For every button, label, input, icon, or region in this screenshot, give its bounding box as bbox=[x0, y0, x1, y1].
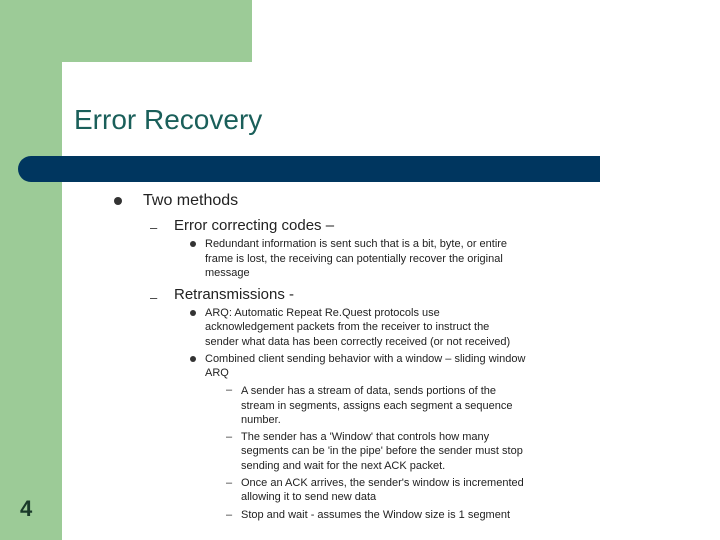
text-arq-1: ARQ: Automatic Repeat Re.Quest protocols use bbox=[205, 307, 440, 319]
text-ack-2: allowing it to send new data bbox=[241, 491, 377, 503]
dash-icon: – bbox=[226, 431, 233, 443]
text-redundant-1: Redundant information is sent such that is a bit, byte, or entire bbox=[205, 238, 508, 250]
bullet-two-methods: Two methods bbox=[143, 192, 239, 209]
bullet-icon bbox=[190, 356, 196, 362]
text-sender-stream-3: number. bbox=[241, 414, 281, 426]
dash-icon: – bbox=[226, 477, 233, 489]
bullet-icon bbox=[190, 310, 196, 316]
page-number: 4 bbox=[20, 496, 33, 521]
bullet-icon bbox=[114, 197, 122, 205]
text-sender-stream-1: A sender has a stream of data, sends portions of the bbox=[241, 385, 496, 397]
text-combined-1: Combined client sending behavior with a window – sliding window bbox=[205, 353, 526, 365]
bullet-icon bbox=[190, 241, 196, 247]
text-arq-3: sender what data has been correctly received (or not received) bbox=[205, 336, 511, 348]
green-left-strip bbox=[0, 0, 62, 540]
text-window-2: segments can be 'in the pipe' before the sender must stop bbox=[241, 445, 523, 457]
text-redundant-2: frame is lost, the receiving can potentially recover the original bbox=[205, 253, 503, 265]
dash-icon: – bbox=[150, 290, 158, 305]
text-ack-1: Once an ACK arrives, the sender's window is incremented bbox=[241, 477, 524, 489]
dash-icon: – bbox=[226, 384, 233, 396]
title-divider-bar bbox=[18, 156, 600, 182]
sub-retransmissions: Retransmissions - bbox=[174, 286, 295, 303]
text-arq-2: acknowledgement packets from the receiver to instruct the bbox=[205, 321, 490, 333]
text-redundant-3: message bbox=[205, 267, 250, 279]
dash-icon: – bbox=[226, 509, 233, 521]
slide-title: Error Recovery bbox=[74, 104, 263, 135]
text-window-1: The sender has a 'Window' that controls how many bbox=[241, 431, 490, 443]
text-window-3: sending and wait for the next ACK packet. bbox=[241, 460, 446, 472]
text-combined-2: ARQ bbox=[205, 367, 229, 379]
sub-error-correcting: Error correcting codes – bbox=[174, 217, 335, 234]
text-stop-wait: Stop and wait - assumes the Window size is 1 segment bbox=[241, 509, 511, 521]
dash-icon: – bbox=[150, 220, 158, 235]
text-sender-stream-2: stream in segments, assigns each segment a sequence bbox=[241, 400, 513, 412]
